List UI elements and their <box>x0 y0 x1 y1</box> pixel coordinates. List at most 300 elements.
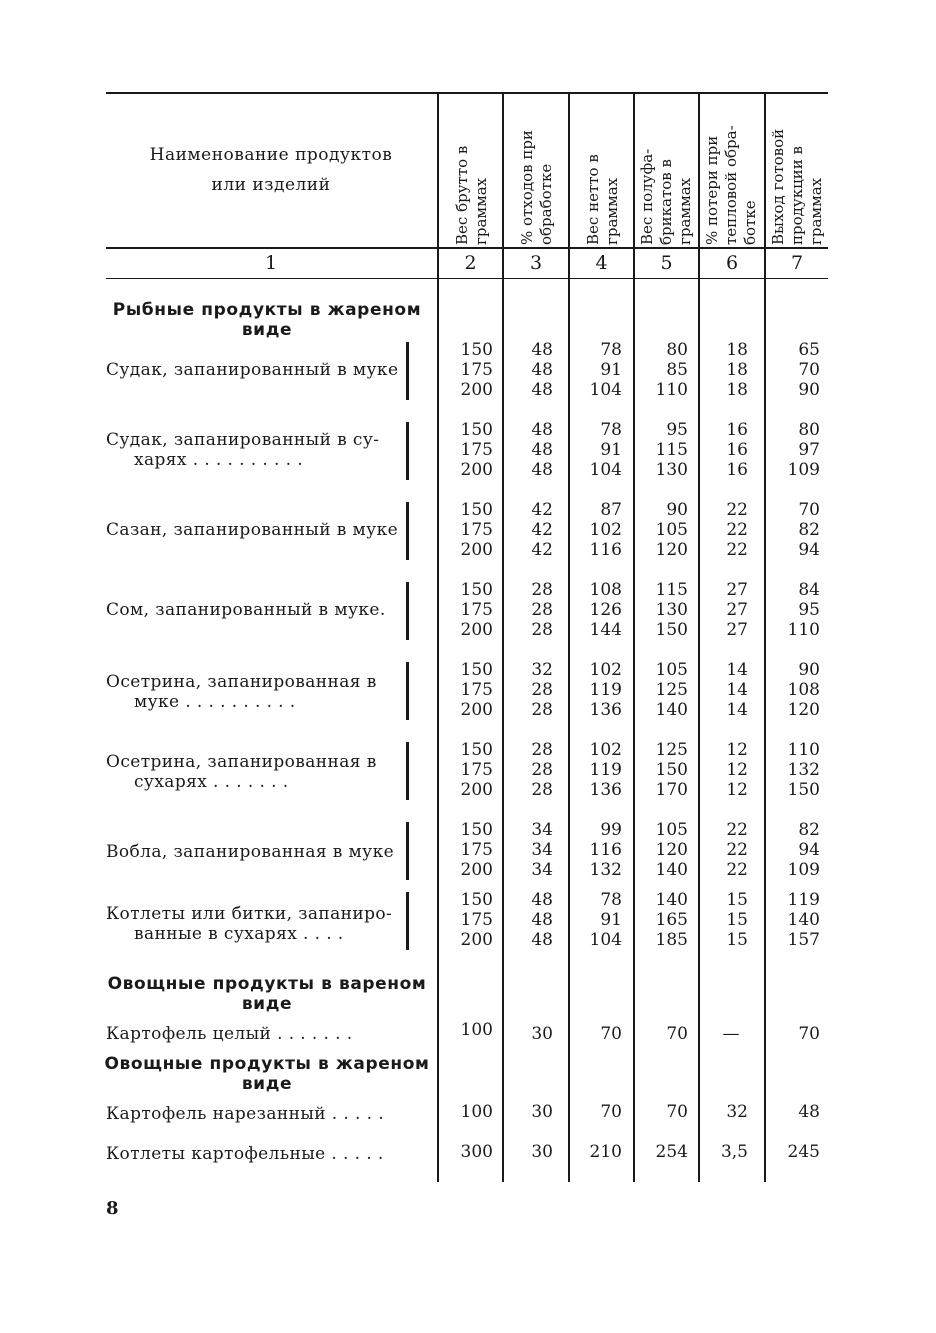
header-name-line: Наименование продуктов <box>149 145 393 165</box>
cell-yield <box>770 580 820 640</box>
page-number: 8 <box>106 1198 119 1219</box>
cell-netto <box>572 580 622 640</box>
cell-value: 97 <box>798 440 820 460</box>
cell-value: 28 <box>531 680 553 700</box>
header-col-line: % потери при <box>702 135 721 245</box>
cell-value: — <box>722 1024 740 1044</box>
item-label <box>106 1144 406 1164</box>
cell-brutto <box>443 1102 493 1122</box>
item-label <box>106 360 406 380</box>
cell-waste <box>503 340 553 400</box>
cell-value: 125 <box>655 680 688 700</box>
item-label <box>106 1024 406 1044</box>
cell-value: 87 <box>600 500 622 520</box>
cell-value: 85 <box>666 360 688 380</box>
cell-loss <box>698 1142 748 1162</box>
cell-value: 140 <box>787 910 820 930</box>
cell-value: 27 <box>726 580 748 600</box>
cell-value: 48 <box>798 1102 820 1122</box>
cell-value: 119 <box>589 680 622 700</box>
cell-brutto <box>443 740 493 800</box>
cell-waste <box>503 580 553 640</box>
cell-value: 91 <box>600 360 622 380</box>
col-number: 6 <box>725 252 739 274</box>
cell-value: 108 <box>787 680 820 700</box>
section-heading <box>102 300 432 340</box>
cell-value: 3,5 <box>720 1142 748 1162</box>
cell-value: 102 <box>589 660 622 680</box>
cell-value: 22 <box>726 500 748 520</box>
section-line: Овощные продукты в жареном <box>104 1054 430 1074</box>
cell-value: 115 <box>655 580 688 600</box>
section-line: Рыбные продукты в жареном <box>112 300 422 320</box>
cell-value: 132 <box>589 860 622 880</box>
cell-netto <box>572 660 622 720</box>
cell-value: 126 <box>589 600 622 620</box>
cell-value: 28 <box>531 760 553 780</box>
cell-netto <box>572 820 622 880</box>
cell-value: 30 <box>531 1024 553 1044</box>
cell-value: 157 <box>787 930 820 950</box>
cell-netto <box>572 1102 622 1122</box>
item-label-line: Котлеты картофельные . . . . . <box>106 1144 384 1164</box>
cell-value: 48 <box>531 440 553 460</box>
header-col-line: Вес нетто в <box>584 154 602 245</box>
cell-value: 70 <box>600 1024 622 1044</box>
cell-value: 82 <box>798 520 820 540</box>
cell-value: 120 <box>655 840 688 860</box>
cell-value: 91 <box>600 440 622 460</box>
cell-value: 94 <box>798 840 820 860</box>
section-line: виде <box>241 1074 293 1094</box>
cell-waste <box>503 740 553 800</box>
cell-yield <box>770 1142 820 1162</box>
cell-value: 18 <box>726 340 748 360</box>
cell-value: 78 <box>600 340 622 360</box>
cell-value: 48 <box>531 460 553 480</box>
cell-value: 91 <box>600 910 622 930</box>
item-label-line: Осетрина, запанированная в <box>106 672 377 692</box>
cell-value: 78 <box>600 890 622 910</box>
row-bracket <box>406 742 409 800</box>
item-label <box>106 672 406 712</box>
cell-value: 32 <box>726 1102 748 1122</box>
cell-value: 90 <box>666 500 688 520</box>
cell-value: 70 <box>666 1102 688 1122</box>
cell-loss <box>698 820 748 880</box>
cell-semi <box>638 820 688 880</box>
cell-value: 170 <box>655 780 688 800</box>
cell-value: 185 <box>655 930 688 950</box>
cell-netto <box>572 890 622 950</box>
cell-value: 34 <box>531 860 553 880</box>
item-label <box>106 520 406 540</box>
cell-value: 140 <box>655 700 688 720</box>
cell-value: 22 <box>726 860 748 880</box>
cell-value: 95 <box>798 600 820 620</box>
cell-value: 42 <box>531 540 553 560</box>
cell-yield <box>770 890 820 950</box>
cell-loss <box>698 340 748 400</box>
cell-value: 70 <box>798 1024 820 1044</box>
cell-value: 99 <box>600 820 622 840</box>
header-col-waste <box>507 85 567 245</box>
cell-value: 125 <box>655 740 688 760</box>
cell-value: 28 <box>531 580 553 600</box>
header-col-line: Вес брутто в <box>453 145 471 245</box>
cell-waste <box>503 660 553 720</box>
cell-value: 175 <box>460 520 493 540</box>
cell-value: 104 <box>589 460 622 480</box>
cell-value: 48 <box>531 930 553 950</box>
col-number: 5 <box>660 252 673 274</box>
cell-yield <box>770 820 820 880</box>
header-col-line: Выход готовой <box>768 128 787 245</box>
cell-value: 150 <box>460 580 493 600</box>
cell-value: 150 <box>460 420 493 440</box>
cell-value: 150 <box>460 500 493 520</box>
cell-value: 30 <box>531 1102 553 1122</box>
cell-loss <box>706 1024 756 1044</box>
header-col-line: продукции в <box>787 146 806 245</box>
cell-brutto <box>443 420 493 480</box>
col-number: 4 <box>595 252 608 274</box>
cell-value: 42 <box>531 520 553 540</box>
item-label <box>106 600 406 620</box>
cell-value: 200 <box>460 860 493 880</box>
cell-loss <box>698 580 748 640</box>
cell-value: 132 <box>787 760 820 780</box>
cell-value: 16 <box>726 440 748 460</box>
cell-value: 14 <box>726 660 748 680</box>
cell-value: 175 <box>460 840 493 860</box>
item-label-line: Вобла, запанированная в муке <box>106 842 395 862</box>
cell-netto <box>572 340 622 400</box>
cell-value: 175 <box>460 360 493 380</box>
cell-value: 150 <box>787 780 820 800</box>
cell-yield <box>770 1102 820 1122</box>
cell-value: 48 <box>531 360 553 380</box>
cell-value: 175 <box>460 680 493 700</box>
cell-value: 78 <box>600 420 622 440</box>
cell-value: 65 <box>798 340 820 360</box>
cell-netto <box>572 500 622 560</box>
cell-value: 94 <box>798 540 820 560</box>
cell-semi <box>638 1024 688 1044</box>
header-col-line: % отходов при <box>518 130 536 245</box>
row-bracket <box>406 662 409 720</box>
cell-yield <box>770 420 820 480</box>
section-heading <box>102 1054 432 1094</box>
header-col-yield <box>767 85 827 245</box>
cell-value: 100 <box>460 1020 493 1040</box>
cell-value: 140 <box>655 860 688 880</box>
cell-waste <box>503 1102 553 1122</box>
cell-value: 15 <box>726 910 748 930</box>
cell-value: 80 <box>798 420 820 440</box>
cell-yield <box>770 340 820 400</box>
cell-value: 34 <box>531 820 553 840</box>
cell-brutto <box>443 340 493 400</box>
header-col-brutto <box>442 85 502 245</box>
cell-value: 175 <box>460 760 493 780</box>
section-line: виде <box>241 320 293 340</box>
col-number: 1 <box>264 252 278 274</box>
cell-value: 120 <box>655 540 688 560</box>
cell-value: 109 <box>787 460 820 480</box>
section-line: виде <box>241 994 293 1014</box>
item-label <box>106 904 406 944</box>
cell-loss <box>698 500 748 560</box>
header-name-line: или изделий <box>211 175 331 195</box>
cell-value: 80 <box>666 340 688 360</box>
cell-value: 136 <box>589 700 622 720</box>
cell-value: 130 <box>655 600 688 620</box>
header-bottom-rule <box>106 247 828 249</box>
cell-value: 12 <box>726 780 748 800</box>
cell-value: 300 <box>460 1142 493 1162</box>
cell-loss <box>698 660 748 720</box>
cell-value: 165 <box>655 910 688 930</box>
cell-value: 18 <box>726 380 748 400</box>
item-label-line: Сазан, запанированный в муке <box>106 520 399 540</box>
header-col-line: граммах <box>472 177 490 245</box>
cell-value: 42 <box>531 500 553 520</box>
cell-value: 200 <box>460 540 493 560</box>
cell-value: 27 <box>726 600 748 620</box>
cell-value: 48 <box>531 420 553 440</box>
cell-waste <box>503 420 553 480</box>
cell-value: 14 <box>726 680 748 700</box>
item-label-line: Судак, запанированный в муке <box>106 360 399 380</box>
row-bracket <box>406 892 409 950</box>
cell-value: 104 <box>589 380 622 400</box>
cell-value: 12 <box>726 740 748 760</box>
cell-value: 109 <box>787 860 820 880</box>
item-label-line: Картофель целый . . . . . . . <box>106 1024 353 1044</box>
header-col-line: граммах <box>675 177 694 245</box>
number-row-rule <box>106 278 828 279</box>
cell-value: 48 <box>531 380 553 400</box>
cell-brutto <box>443 1142 493 1162</box>
cell-semi <box>638 740 688 800</box>
header-col-line: обработке <box>537 163 555 245</box>
header-col-line: тепловой обра- <box>721 125 740 245</box>
cell-brutto <box>443 890 493 950</box>
cell-value: 144 <box>589 620 622 640</box>
cell-loss <box>698 1102 748 1122</box>
cell-waste <box>503 890 553 950</box>
cell-value: 15 <box>726 930 748 950</box>
cell-brutto <box>443 820 493 880</box>
cell-netto <box>572 1142 622 1162</box>
cell-value: 48 <box>531 340 553 360</box>
cell-value: 110 <box>787 620 820 640</box>
item-label <box>106 430 406 470</box>
cell-value: 119 <box>589 760 622 780</box>
cell-brutto <box>443 660 493 720</box>
cell-semi <box>638 660 688 720</box>
cell-semi <box>638 420 688 480</box>
cell-value: 150 <box>460 890 493 910</box>
cell-value: 16 <box>726 460 748 480</box>
cell-netto <box>572 1024 622 1044</box>
cell-value: 34 <box>531 840 553 860</box>
cell-value: 48 <box>531 910 553 930</box>
cell-loss <box>698 420 748 480</box>
cell-value: 32 <box>531 660 553 680</box>
cell-loss <box>698 740 748 800</box>
cell-brutto <box>443 1020 493 1040</box>
header-col-line: брикатов в <box>656 159 675 245</box>
header-col-line: граммах <box>806 177 825 245</box>
row-bracket <box>406 822 409 880</box>
cell-semi <box>638 340 688 400</box>
header-product-name <box>106 140 436 200</box>
cell-value: 22 <box>726 840 748 860</box>
cell-value: 28 <box>531 780 553 800</box>
cell-netto <box>572 740 622 800</box>
cell-value: 200 <box>460 460 493 480</box>
cell-value: 130 <box>655 460 688 480</box>
header-col-line: граммах <box>603 177 621 245</box>
cell-loss <box>698 890 748 950</box>
cell-value: 175 <box>460 910 493 930</box>
cell-value: 70 <box>666 1024 688 1044</box>
cell-value: 116 <box>589 540 622 560</box>
cell-value: 105 <box>655 520 688 540</box>
header-col-line: ботке <box>740 200 759 245</box>
cell-value: 150 <box>460 660 493 680</box>
cell-value: 70 <box>798 500 820 520</box>
cell-value: 22 <box>726 820 748 840</box>
cell-value: 105 <box>655 660 688 680</box>
item-label-line: харях . . . . . . . . . . <box>134 450 303 470</box>
cell-value: 30 <box>531 1142 553 1162</box>
cell-value: 110 <box>655 380 688 400</box>
cell-semi <box>638 580 688 640</box>
cell-value: 200 <box>460 700 493 720</box>
cell-value: 140 <box>655 890 688 910</box>
cell-waste <box>503 1024 553 1044</box>
header-col-semi <box>636 85 696 245</box>
cell-value: 200 <box>460 930 493 950</box>
item-label-line: Сом, запанированный в муке. <box>106 600 386 620</box>
col-number: 7 <box>790 252 804 274</box>
cell-value: 150 <box>655 760 688 780</box>
cell-value: 70 <box>600 1102 622 1122</box>
item-label-line: муке . . . . . . . . . . <box>134 692 296 712</box>
cell-value: 28 <box>531 740 553 760</box>
item-label-line: Картофель нарезанный . . . . . <box>106 1104 385 1124</box>
cell-value: 175 <box>460 600 493 620</box>
cell-value: 12 <box>726 760 748 780</box>
item-label-line: ванные в сухарях . . . . <box>134 924 344 944</box>
cell-value: 22 <box>726 520 748 540</box>
cell-value: 150 <box>655 620 688 640</box>
item-label <box>106 1104 406 1124</box>
cell-semi <box>638 1142 688 1162</box>
cell-value: 245 <box>787 1142 820 1162</box>
header-col-loss <box>701 85 761 245</box>
cell-value: 102 <box>589 740 622 760</box>
cell-semi <box>638 890 688 950</box>
cell-value: 210 <box>589 1142 622 1162</box>
cell-value: 95 <box>666 420 688 440</box>
item-label <box>106 842 406 862</box>
cell-value: 175 <box>460 440 493 460</box>
item-label <box>106 752 406 792</box>
cell-value: 105 <box>655 820 688 840</box>
cell-value: 16 <box>726 420 748 440</box>
col-number: 2 <box>464 252 477 274</box>
cell-value: 22 <box>726 540 748 560</box>
cell-value: 119 <box>787 890 820 910</box>
row-bracket <box>406 422 409 480</box>
cell-value: 110 <box>787 740 820 760</box>
cell-waste <box>503 1142 553 1162</box>
cell-netto <box>572 420 622 480</box>
cell-waste <box>503 820 553 880</box>
cell-value: 18 <box>726 360 748 380</box>
cell-value: 108 <box>589 580 622 600</box>
cell-value: 150 <box>460 740 493 760</box>
cell-value: 150 <box>460 340 493 360</box>
cell-value: 15 <box>726 890 748 910</box>
item-label-line: Судак, запанированный в су- <box>106 430 380 450</box>
col-number: 3 <box>529 252 543 274</box>
cell-value: 14 <box>726 700 748 720</box>
item-label-line: Осетрина, запанированная в <box>106 752 377 772</box>
cell-value: 100 <box>460 1102 493 1122</box>
cell-semi <box>638 500 688 560</box>
cell-value: 200 <box>460 780 493 800</box>
section-line: Овощные продукты в вареном <box>107 974 427 994</box>
cell-value: 120 <box>787 700 820 720</box>
cell-value: 200 <box>460 620 493 640</box>
cell-value: 70 <box>798 360 820 380</box>
cell-value: 102 <box>589 520 622 540</box>
cell-yield <box>770 500 820 560</box>
cell-waste <box>503 500 553 560</box>
cell-yield <box>770 660 820 720</box>
section-heading <box>102 974 432 1014</box>
cell-value: 200 <box>460 380 493 400</box>
cell-value: 48 <box>531 890 553 910</box>
cell-value: 150 <box>460 820 493 840</box>
cell-value: 90 <box>798 380 820 400</box>
header-col-line: Вес полуфа- <box>637 148 656 245</box>
row-bracket <box>406 342 409 400</box>
cell-value: 115 <box>655 440 688 460</box>
cell-value: 82 <box>798 820 820 840</box>
cell-brutto <box>443 580 493 640</box>
cell-value: 104 <box>589 930 622 950</box>
item-label-line: сухарях . . . . . . . <box>134 772 289 792</box>
cell-value: 84 <box>798 580 820 600</box>
item-label-line: Котлеты или битки, запаниро- <box>106 904 393 924</box>
header-col-netto <box>573 85 633 245</box>
row-bracket <box>406 582 409 640</box>
cell-value: 254 <box>655 1142 688 1162</box>
cell-semi <box>638 1102 688 1122</box>
cell-value: 28 <box>531 620 553 640</box>
cell-value: 28 <box>531 700 553 720</box>
cell-brutto <box>443 500 493 560</box>
cell-value: 27 <box>726 620 748 640</box>
cell-yield <box>770 740 820 800</box>
cell-value: 90 <box>798 660 820 680</box>
